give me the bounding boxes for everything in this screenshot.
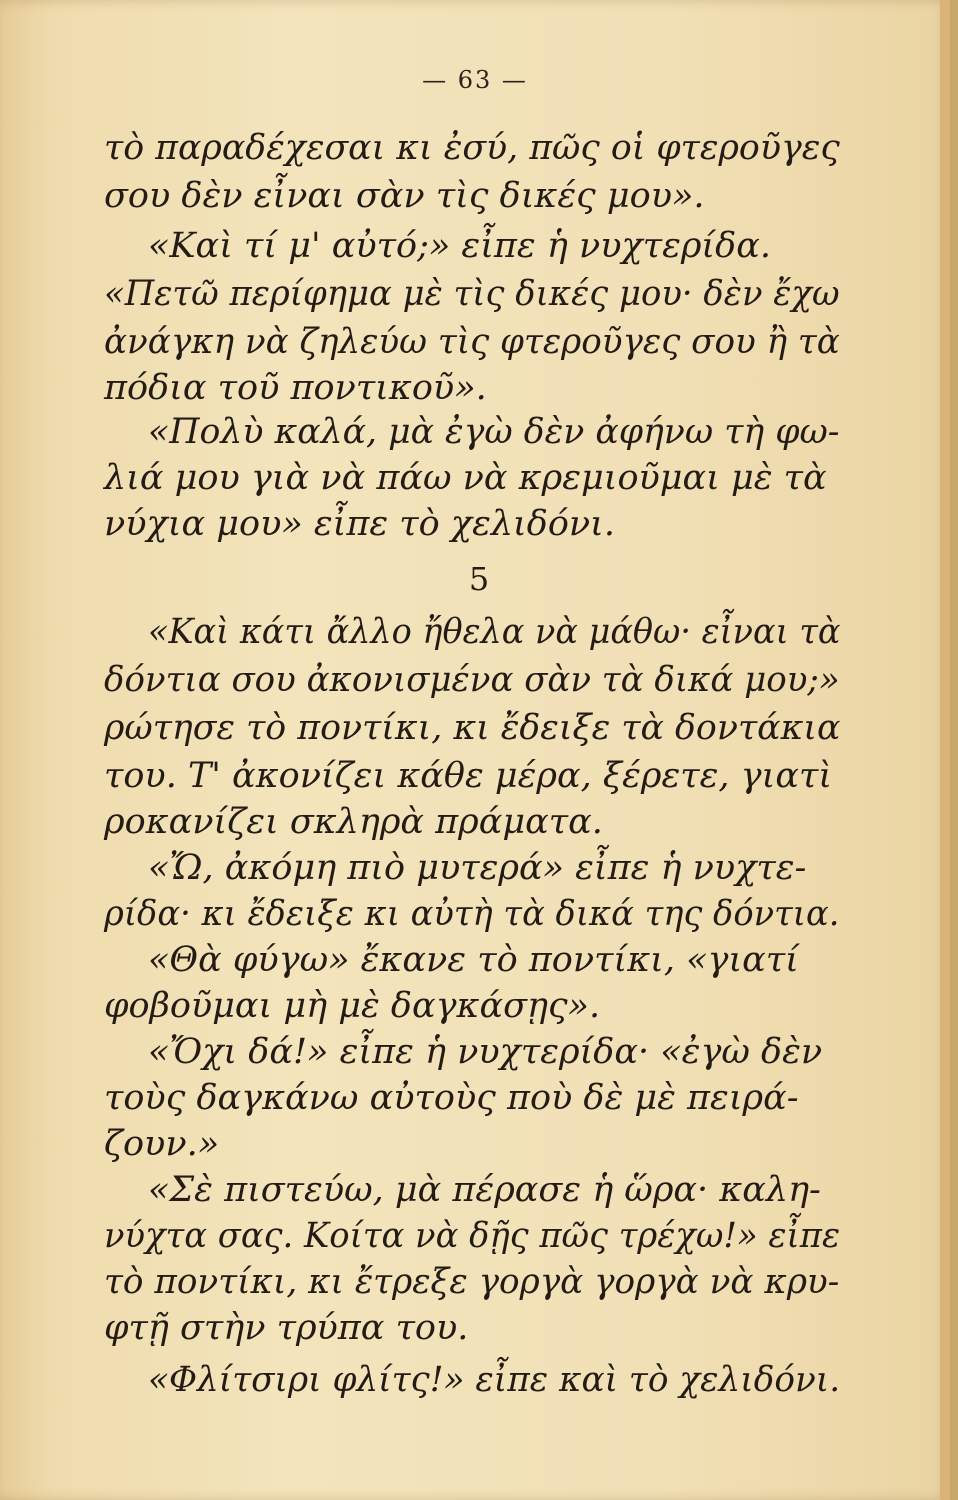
text-line: «Σὲ πιστεύω, μὰ πέρασε ἡ ὥρα· καλη- bbox=[148, 1170, 821, 1210]
text-line: «Φλίτσιρι φλίτς!» εἶπε καὶ τὸ χελιδόνι. bbox=[148, 1360, 841, 1400]
text-line: τὸ παραδέχεσαι κι ἐσύ, πῶς οἱ φτεροῦγες bbox=[104, 128, 840, 168]
section-number: 5 bbox=[468, 560, 490, 598]
text-line: «Ὤ, ἀκόμη πιὸ μυτερά» εἶπε ἡ νυχτε- bbox=[148, 848, 807, 888]
text-line: φοβοῦμαι μὴ μὲ δαγκάσῃς». bbox=[104, 986, 601, 1026]
text-line: του. Τ' ἀκονίζει κάθε μέρα, ξέρετε, γιατὶ bbox=[104, 756, 833, 796]
text-line: πόδια τοῦ ποντικοῦ». bbox=[104, 368, 487, 408]
text-line: τὸ ποντίκι, κι ἔτρεξε γοργὰ γοργὰ νὰ κρυ- bbox=[104, 1262, 840, 1302]
text-line: νύχια μου» εἶπε τὸ χελιδόνι. bbox=[104, 504, 616, 544]
text-line: ζουν.» bbox=[104, 1124, 220, 1164]
text-line: νύχτα σας. Κοίτα νὰ δῇς πῶς τρέχω!» εἶπε bbox=[104, 1216, 841, 1256]
text-line: «Καὶ τί μ' αὐτό;» εἶπε ἡ νυχτερίδα. bbox=[148, 226, 771, 266]
text-line: «Ὄχι δά!» εἶπε ἡ νυχτερίδα· «ἐγὼ δὲν bbox=[148, 1032, 823, 1072]
text-line: ρίδα· κι ἔδειξε κι αὐτὴ τὰ δικά της δόντια. bbox=[104, 894, 840, 934]
text-line: «Θὰ φύγω» ἔκανε τὸ ποντίκι, «γιατί bbox=[148, 940, 799, 980]
text-line: «Καὶ κάτι ἄλλο ἤθελα νὰ μάθω· εἶναι τὰ bbox=[148, 612, 841, 652]
text-line: σου δὲν εἶναι σὰν τὶς δικές μου». bbox=[104, 176, 705, 216]
text-line: ροκανίζει σκληρὰ πράματα. bbox=[104, 802, 603, 842]
text-line: φτῇ στὴν τρύπα του. bbox=[104, 1308, 469, 1348]
text-line: «Πολὺ καλά, μὰ ἐγὼ δὲν ἀφήνω τὴ φω- bbox=[148, 412, 840, 452]
text-line: λιά μου γιὰ νὰ πάω νὰ κρεμιοῦμαι μὲ τὰ bbox=[104, 458, 827, 498]
text-line: ἀνάγκη νὰ ζηλεύω τὶς φτεροῦγες σου ἢ τὰ bbox=[104, 322, 840, 362]
text-line: δόντια σου ἀκονισμένα σὰν τὰ δικά μου;» bbox=[104, 660, 840, 700]
text-line: «Πετῶ περίφημα μὲ τὶς δικές μου· δὲν ἔχω bbox=[104, 274, 840, 314]
text-line: τοὺς δαγκάνω αὐτοὺς ποὺ δὲ μὲ πειρά- bbox=[104, 1078, 799, 1118]
page-number: — 63 — bbox=[422, 66, 528, 94]
page-edge bbox=[940, 0, 950, 1500]
text-line: ρώτησε τὸ ποντίκι, κι ἔδειξε τὰ δοντάκια bbox=[104, 708, 841, 748]
